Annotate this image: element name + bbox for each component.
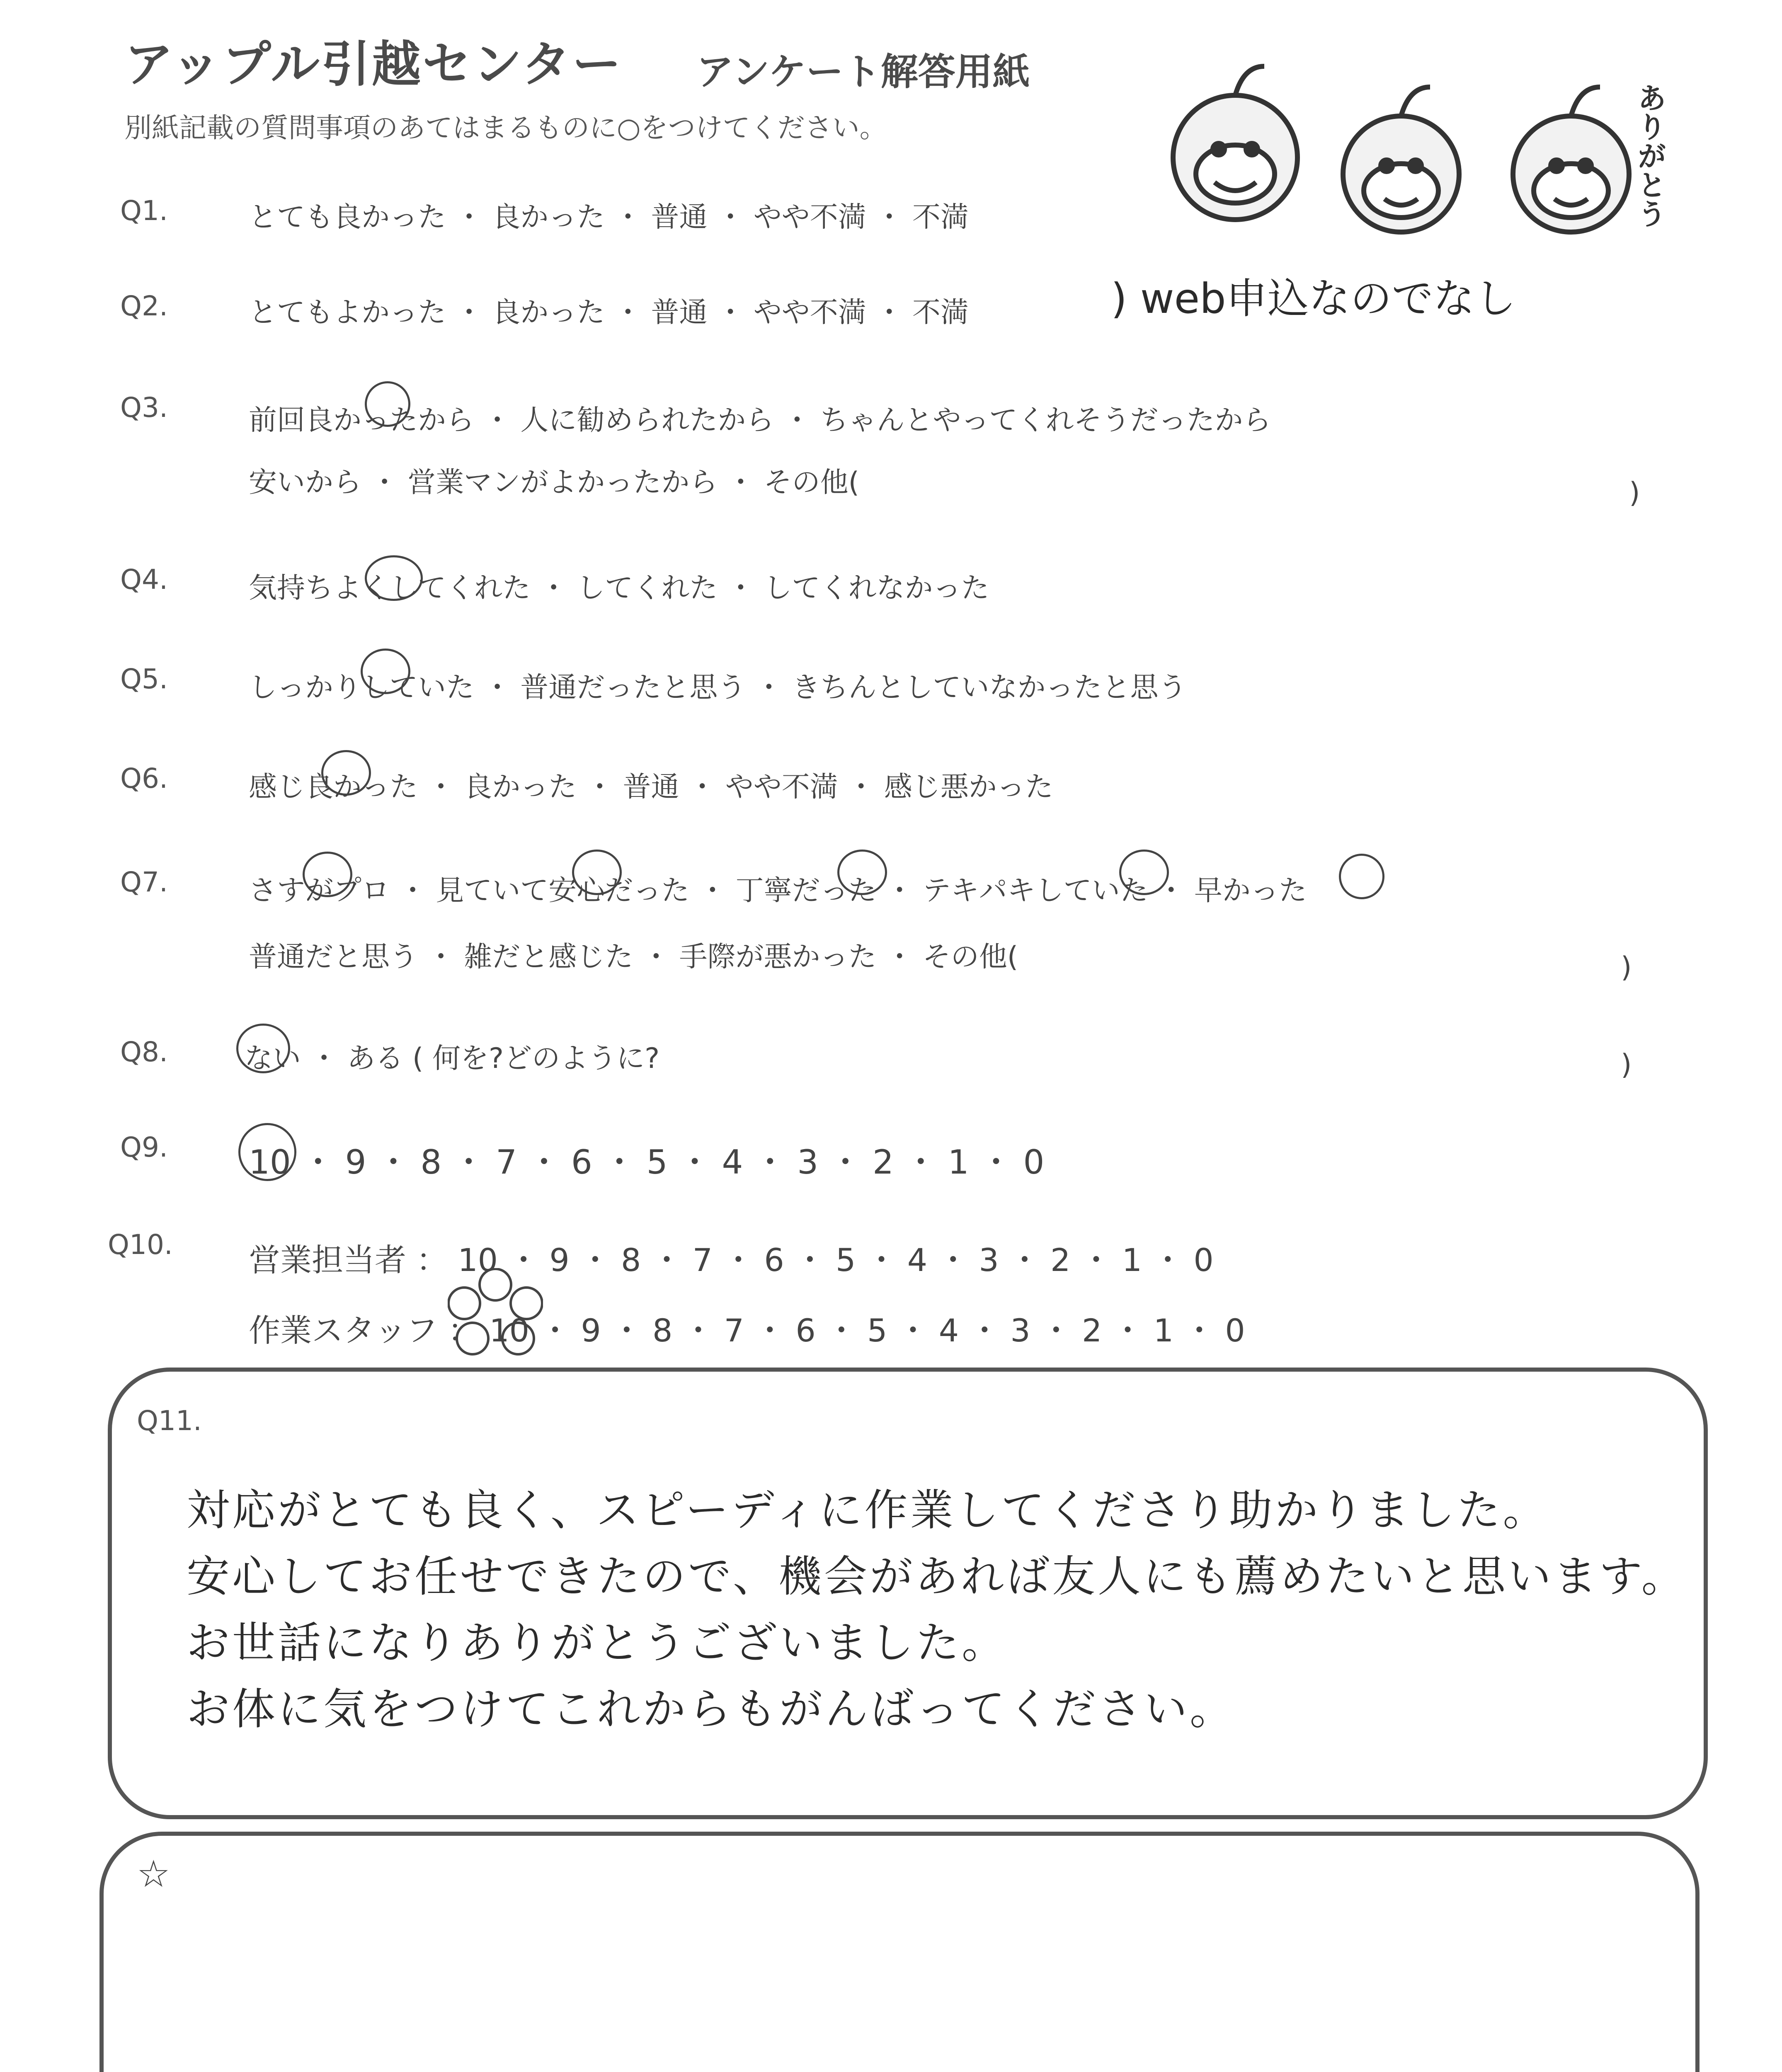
q10-staff-scale: 作業スタッフ ： 10 ・ 9 ・ 8 ・ 7 ・ 6 ・ 5 ・ 4 ・ 3 ・ 2 ・ 1 ・ 0	[249, 1312, 1245, 1349]
answer-circle	[1119, 850, 1169, 895]
answer-circle	[236, 1024, 290, 1073]
comment-box	[99, 1832, 1700, 2072]
q5-options: しっかりしていた ・ 普通だったと思う ・ きちんとしていなかったと思う	[249, 671, 1187, 704]
mascot-illustration	[1161, 50, 1691, 265]
q3-close-paren: )	[1629, 477, 1640, 509]
q11-number: Q11.	[137, 1405, 202, 1437]
q11-line-4: お体に気をつけてこれからもがんばってください。	[187, 1684, 1236, 1734]
page-subtitle: アンケート解答用紙	[696, 50, 1030, 94]
mascot-text: ありがとう	[1633, 83, 1667, 228]
answer-circle	[365, 555, 423, 601]
q5-number: Q5.	[120, 663, 168, 695]
answer-circle	[1339, 854, 1384, 899]
q4-options: 気持ちよくしてくれた ・ してくれた ・ してくれなかった	[249, 572, 989, 605]
q2-number: Q2.	[120, 290, 168, 322]
flower-icon	[448, 1268, 543, 1363]
q7-number: Q7.	[120, 866, 168, 898]
q1-number: Q1.	[120, 195, 168, 227]
q3-options-line2: 安いから ・ 営業マンがよかったから ・ その他(	[249, 466, 859, 499]
q2-options: とてもよかった ・ 良かった ・ 普通 ・ やや不満 ・ 不満	[249, 296, 969, 329]
q10-sales-scale: 営業担当者 ： 10 ・ 9 ・ 8 ・ 7 ・ 6 ・ 5 ・ 4 ・ 3 ・ 2 ・ 1 ・ 0	[249, 1242, 1214, 1278]
answer-circle	[321, 750, 371, 796]
answer-circle	[361, 649, 410, 694]
q9-scale: 10 ・ 9 ・ 8 ・ 7 ・ 6 ・ 5 ・ 4 ・ 3 ・ 2 ・ 1 ・ 0	[249, 1143, 1045, 1181]
answer-circle	[303, 852, 352, 897]
q11-line-1: 対応がとても良く、スピーディに作業してくださり助かりました。	[187, 1485, 1549, 1535]
q10-number: Q10.	[108, 1229, 173, 1261]
q7-options-line1: さすがプロ ・ 見ていて安心だった ・ 丁寧だった ・ テキパキしていた ・ 早かった	[249, 874, 1307, 907]
q6-number: Q6.	[120, 762, 168, 794]
star-icon: ☆	[137, 1852, 170, 1896]
instruction-text: 別紙記載の質問事項のあてはまるものに○をつけてください。	[124, 112, 887, 144]
monkey-icon	[1343, 87, 1459, 232]
q11-line-2: 安心してお任せできたので、機会があれば友人にも薦めたいと思います。	[187, 1551, 1687, 1602]
answer-circle	[837, 850, 887, 895]
q7-close-paren: )	[1621, 951, 1632, 984]
q3-number: Q3.	[120, 392, 168, 424]
answer-circle	[572, 850, 622, 895]
answer-circle	[365, 381, 410, 427]
q9-number: Q9.	[120, 1131, 168, 1163]
monkey-icon	[1173, 66, 1297, 220]
q7-options-line2: 普通だと思う ・ 雑だと感じた ・ 手際が悪かった ・ その他(	[249, 941, 1018, 973]
answer-circle	[238, 1123, 296, 1181]
q3-options-line1: 前回良かったから ・ 人に勧められたから ・ ちゃんとやってくれそうだったから	[249, 404, 1271, 437]
q6-options: 感じ良かった ・ 良かった ・ 普通 ・ やや不満 ・ 感じ悪かった	[249, 771, 1053, 804]
q8-close-paren: )	[1621, 1048, 1632, 1081]
q8-number: Q8.	[120, 1036, 168, 1068]
monkey-icon	[1513, 87, 1629, 232]
page-title: アップル引越センター	[124, 36, 623, 93]
q8-options: ない ・ ある ( 何を?どのように?	[245, 1042, 660, 1075]
q1-options: とても良かった ・ 良かった ・ 普通 ・ やや不満 ・ 不満	[249, 201, 969, 234]
q2-handwritten-note: ) web申込なのでなし	[1111, 274, 1516, 323]
q4-number: Q4.	[120, 564, 168, 595]
q11-line-3: お世話になりありがとうございました。	[187, 1617, 1008, 1668]
